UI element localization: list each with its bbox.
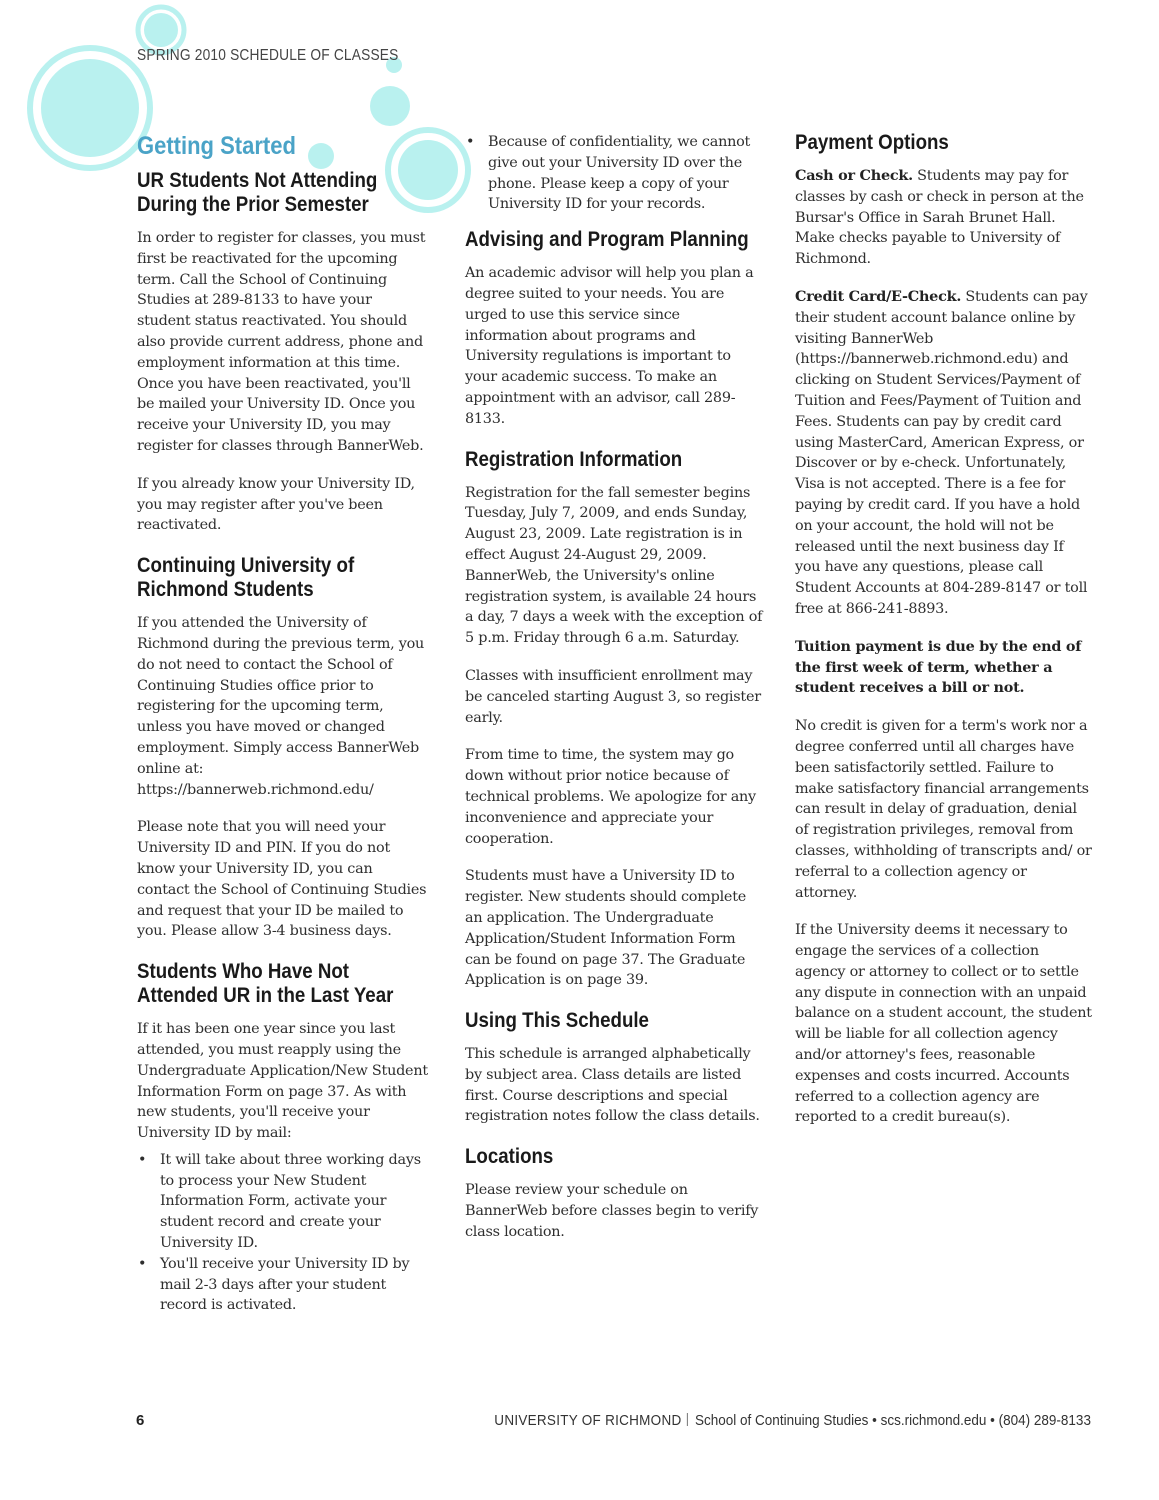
heading-advising: Advising and Program Planning [465,227,749,252]
paragraph: If it has been one year since you last attended, you must reapply using the Undergraduate Application/New Student Information Form on page 37. As with new students, you'll receive your University ID by mail: [137,1021,428,1142]
heading-using-schedule: Using This Schedule [465,1008,649,1033]
paragraph: If the University deems it necessary to engage the services of a collection agency or attorney to collect or to settle any dispute in connection with an unpaid balance on a student account, the student will be liable for all collection agency and/or attorney's fees, reasonable expenses and costs incurred. Accounts referred to a collection agency are reported to a credit bureau(s). [795,922,1092,1126]
lead-in: Credit Card/E-Check. [795,287,962,305]
paragraph-text: Students can pay their student account balance online by visiting BannerWeb (https://bannerweb.richmond.edu) and clicking on Student Services/Payment of Tuition and Fees/Payment of Tuition and Fees. Students can pay by credit card using MasterCard, American Express, or Discover or by e-check. Unfortunately, Visa is not accepted. There is a fee for paying by credit card. If you have a hold on your account, the hold will not be released until the next business day If you have any questions, please call Student Accounts at 804-289-8147 or toll free at 866-241-8893. [795,288,1088,617]
paragraph [795,287,1093,620]
tuition-notice: Tuition payment is due by the end of the first week of term, whether a student receives a bill or not. [795,637,1082,697]
bullet-icon: • [138,1255,147,1272]
list-item-text: Because of confidentiality, we cannot give out your University ID over the phone. Please keep a copy of your University ID for your records. [488,134,751,213]
section-title: Getting Started [137,132,296,160]
column-2 [465,132,763,1260]
heading-payment-options: Payment Options [795,130,949,154]
paragraph: Students must have a University ID to register. New students should complete an application. The Undergraduate Application/Student Information Form can be found on page 37. The Graduate Application is on page 39. [465,868,746,989]
paragraph: No credit is given for a term's work nor a degree conferred until all charges have been satisfactorily settled. Failure to make satisfactory financial arrangements can result in delay of graduation, denial of registration privileges, removal from classes, withholding of transcripts and/ or referral to a collection agency or attorney. [795,718,1092,901]
bullet-list [465,132,763,215]
bullet-list [137,1150,429,1316]
list-item-text: You'll receive your University ID by mail 2-3 days after your student record is activated. [160,1255,410,1314]
column-3 [795,130,1093,1145]
paragraph: Registration for the fall semester begins Tuesday, July 7, 2009, and ends Sunday, August 23, 2009. Late registration is in effect August 24-August 29, 2009. BannerWeb, the University's online registration system, is available 24 hours a day, 7 days a week with the exception of 5 p.m. Friday through 6 a.m. Saturday. [465,484,763,647]
paragraph: In order to register for classes, you must first be reactivated for the upcoming term. Call the School of Continuing Studies at 289-8133 to have your student status reactivated. You should also provide current address, phone and employment information at this time. Once you have been reactivated, you'll be mailed your University ID. Once you receive your University ID, you may register for classes through BannerWeb. [137,230,426,454]
paragraph: An academic advisor will help you plan a degree suited to your needs. You are urged to use this service since information about programs and University regulations is important to your academic success. To make an appointment with an advisor, call 289-8133. [465,265,754,427]
list-item [138,1254,429,1316]
bullet-icon: • [466,134,475,150]
heading-registration: Registration Information [465,446,683,471]
running-header: SPRING 2010 SCHEDULE OF CLASSES [137,47,399,64]
paragraph: From time to time, the system may go down without prior notice because of technical problems. We apologize for any inconvenience and appreciate your cooperation. [465,747,756,847]
paragraph-text: Students may pay for classes by cash or check in person at the Bursar's Office in Sarah Brunet Hall. Make checks payable to University of Richmond. [795,168,1084,268]
paragraph: Please review your schedule on BannerWeb before classes begin to verify class location. [465,1182,759,1240]
heading-locations: Locations [465,1144,554,1169]
paragraph: This schedule is arranged alphabetically by subject area. Class details are listed first. Course descriptions and special registration notes follow the class details. [465,1046,760,1125]
list-item [138,1150,429,1254]
list-item [466,132,763,215]
footer-divider [687,1413,688,1426]
paragraph [795,166,1093,270]
heading-students-not-attended: Students Who Have Not Attended UR in the Last Year [137,959,394,1008]
page-number: 6 [136,1412,145,1429]
paragraph: Classes with insufficient enrollment may be canceled starting August 3, so register early. [465,667,761,726]
heading-continuing-students: Continuing University of Richmond Students [137,553,355,602]
footer-university: UNIVERSITY OF RICHMOND [494,1412,682,1429]
footer-contact [494,1412,1091,1429]
deco-dot [41,59,139,157]
paragraph: Please note that you will need your University ID and PIN. If you do not know your University ID, you can contact the School of Continuing Studies and request that your ID be mailed to you. Please allow 3-4 business days. [137,819,427,940]
list-item-text: It will take about three working days to process your New Student Information Form, activate your student record and create your University ID. [160,1151,421,1252]
paragraph: If you attended the University of Richmond during the previous term, you do not need to contact the School of Continuing Studies office prior to registering for the upcoming term, unless you have moved or changed employment. Simply access BannerWeb online at: https://bannerweb.richmond.edu/ [137,615,425,798]
deco-dot [144,13,178,47]
column-1 [137,128,429,1316]
lead-in: Cash or Check. [795,167,913,184]
heading-ur-students-not-attending: UR Students Not Attending During the Prior Semester [137,168,378,216]
bullet-icon: • [138,1151,147,1168]
deco-dot [370,86,410,126]
footer-school: School of Continuing Studies • scs.richmond.edu • (804) 289-8133 [695,1412,1091,1429]
paragraph: If you already know your University ID, you may register after you've been reactivated. [137,475,415,534]
